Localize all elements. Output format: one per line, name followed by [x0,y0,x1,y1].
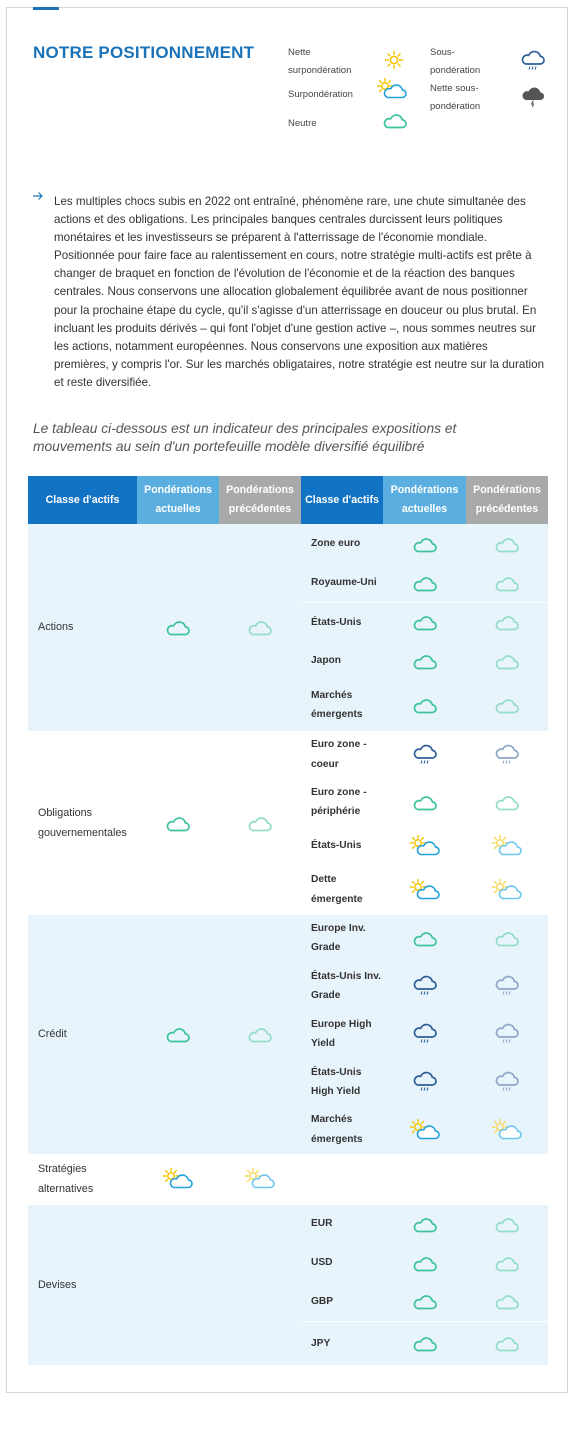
previous-weight-cell [219,914,301,1154]
cloud-icon [494,1218,520,1230]
sub-previous-weight-cell [466,778,548,826]
cloud-icon [412,1337,438,1349]
cloud-icon [412,655,438,667]
legend-cloud-icon [382,110,408,133]
previous-weight-cell [219,1154,301,1204]
sub-previous-weight-cell [466,866,548,914]
sub-current-weight-cell [383,1010,466,1058]
cloud-icon [412,796,438,808]
sub-previous-weight-cell [466,680,548,731]
sub-current-weight-cell [383,1058,466,1106]
sub-asset-class-cell: Japon [301,642,383,680]
table-row [28,524,548,564]
table-row [28,731,548,778]
sub-previous-weight-cell [466,962,548,1010]
header-asset-class: Classe d'actifs [28,476,137,524]
sub-asset-class-cell: Euro zone - coeur [301,731,383,778]
rain-icon [494,749,520,761]
cloud-icon [412,1295,438,1307]
sun-cloud-icon [244,1173,276,1185]
cloud-icon [494,1337,520,1349]
sub-asset-class-cell: EUR [301,1204,383,1243]
current-weight-cell [137,1204,219,1365]
sun-cloud-icon [491,884,523,896]
sub-current-weight-cell [383,1243,466,1282]
sub-current-weight-cell [383,524,466,564]
sub-asset-class-cell: Euro zone - périphérie [301,778,383,826]
arrow-right-icon [32,190,46,206]
cloud-icon [494,932,520,944]
rain-icon [412,1076,438,1088]
rain-icon [520,64,546,75]
sub-previous-weight-cell [466,1321,548,1365]
table-row [28,914,548,962]
sub-asset-class-cell: GBP [301,1282,383,1321]
cloud-icon [412,699,438,711]
sub-current-weight-cell [383,778,466,826]
cloud-icon [247,1028,273,1040]
asset-class-cell: Actions [28,524,137,731]
legend-label-strong-underweight: Nette sous-pondération [430,83,481,112]
sub-asset-class-cell: USD [301,1243,383,1282]
sun-cloud-icon [162,1173,194,1185]
sun-cloud-icon [491,840,523,852]
cloud-icon [494,655,520,667]
table-header-row [28,476,548,524]
cloud-icon [494,577,520,589]
table-body [28,524,548,1365]
rain-icon [412,980,438,992]
asset-class-cell: Devises [28,1204,137,1365]
cloud-icon [412,932,438,944]
sub-previous-weight-cell [466,1010,548,1058]
legend-rain-icon [520,50,546,75]
cloud-icon [494,1256,520,1268]
cloud-icon [165,621,191,633]
legend-label-strong-overweight: Nette surpondération [288,47,352,76]
sub-asset-class-cell: Royaume-Uni [301,564,383,602]
cloud-icon [412,577,438,589]
rain-icon [494,1028,520,1040]
sub-current-weight-cell [383,1321,466,1365]
sub-previous-weight-cell [466,1204,548,1243]
header-sub-asset-class: Classe d'actifs [301,476,383,524]
sun-cloud-icon [376,92,408,103]
cloud-icon [165,1028,191,1040]
title-accent-bar [33,7,59,10]
sub-current-weight-cell [383,914,466,962]
sub-previous-weight-cell [466,524,548,564]
sub-previous-weight-cell [466,1282,548,1321]
sub-previous-weight-cell [466,1058,548,1106]
sub-previous-weight-cell [466,1243,548,1282]
current-weight-cell [137,731,219,914]
sun-cloud-icon [409,840,441,852]
current-weight-cell [137,524,219,731]
cloud-icon [412,538,438,550]
sub-asset-class-cell: Marchés émergents [301,680,383,731]
empty-cell [301,1154,548,1204]
sub-current-weight-cell [383,731,466,778]
sub-asset-class-cell: Europe Inv. Grade [301,914,383,962]
legend-sun-cloud-icon [376,78,408,103]
intro-paragraph: Les multiples chocs subis en 2022 ont entraîné, phénomène rare, une chute simultanée des actions et des obligations. Les principales banques centrales durcissent leurs politiques monétaires et les investisseurs se préparent à l'atterrissage de l'économie mondiale. Positionnée pour faire face au ralentissement en cours, notre stratégie multi-actifs est prête à changer de braquet en fonction de l'évolution de l'économie et de la réaction des banques centrales. Nous conservons une allocation globalement équilibrée avant de nous positionner pour la prochaine étape du cycle, qu'il s'agisse d'un atterrissage en douceur ou plus brutal. En incluant les produits dérivés – qui font l'objet d'une gestion active –, nous sommes neutres sur les actions, notamment européennes. Nous conservons une exposition aux matières premières, y compris l'or. Sur les marchés obligataires, notre stratégie est neutre sur la duration et reste diversifiée. [54,195,545,389]
sun-icon [384,62,404,73]
sub-previous-weight-cell [466,564,548,602]
header-current-weight: Pondérations actuelles [137,476,219,524]
sub-current-weight-cell [383,962,466,1010]
cloud-icon [382,122,408,133]
sub-current-weight-cell [383,564,466,602]
cloud-icon [165,816,191,828]
sub-asset-class-cell: Dette émergente [301,866,383,914]
legend-label-neutral: Neutre [288,118,317,129]
sub-current-weight-cell [383,642,466,680]
legend-label-underweight: Sous-pondération [430,47,481,76]
cloud-icon [247,621,273,633]
table-row [28,1154,548,1204]
sub-asset-class-cell: États-Unis Inv. Grade [301,962,383,1010]
current-weight-cell [137,1154,219,1204]
weather-legend [288,44,553,140]
sub-current-weight-cell [383,1106,466,1154]
asset-class-cell: Obligations gouvernementales [28,731,137,914]
sub-asset-class-cell: États-Unis High Yield [301,1058,383,1106]
asset-class-cell: Crédit [28,914,137,1154]
sub-previous-weight-cell [466,914,548,962]
header-sub-current-weight: Pondérations actuelles [383,476,466,524]
table-row [28,1204,548,1243]
cloud-icon [247,816,273,828]
storm-icon [520,100,546,111]
sub-current-weight-cell [383,1204,466,1243]
asset-class-cell: Stratégies alternatives [28,1154,137,1204]
cloud-icon [494,796,520,808]
rain-icon [494,1076,520,1088]
section-title: NOTRE POSITIONNEMENT [33,43,255,62]
sub-asset-class-cell: JPY [301,1321,383,1365]
header-previous-weight: Pondérations précédentes [219,476,301,524]
sub-previous-weight-cell [466,1106,548,1154]
current-weight-cell [137,914,219,1154]
cloud-icon [412,1256,438,1268]
cloud-icon [494,1295,520,1307]
rain-icon [412,1028,438,1040]
sub-asset-class-cell: Marchés émergents [301,1106,383,1154]
legend-sun-icon [384,50,404,73]
cloud-icon [412,1218,438,1230]
sub-previous-weight-cell [466,602,548,642]
sun-cloud-icon [409,1124,441,1136]
previous-weight-cell [219,731,301,914]
cloud-icon [412,616,438,628]
allocation-table [28,476,548,1365]
sun-cloud-icon [491,1124,523,1136]
sub-current-weight-cell [383,826,466,866]
sub-current-weight-cell [383,602,466,642]
rain-icon [494,980,520,992]
sub-previous-weight-cell [466,731,548,778]
sub-asset-class-cell: Zone euro [301,524,383,564]
sub-previous-weight-cell [466,642,548,680]
sub-asset-class-cell: Europe High Yield [301,1010,383,1058]
rain-icon [412,749,438,761]
header-sub-previous-weight: Pondérations précédentes [466,476,548,524]
sub-current-weight-cell [383,680,466,731]
previous-weight-cell [219,524,301,731]
legend-label-overweight: Surpondération [288,89,353,100]
cloud-icon [494,699,520,711]
cloud-icon [494,616,520,628]
previous-weight-cell [219,1204,301,1365]
sub-asset-class-cell: États-Unis [301,602,383,642]
sub-current-weight-cell [383,866,466,914]
cloud-icon [494,538,520,550]
legend-storm-icon [520,86,546,111]
sun-cloud-icon [409,884,441,896]
table-caption: Le tableau ci-dessous est un indicateur des principales expositions et mouvements au sein d'un portefeuille modèle diversifié équilibré [33,421,457,454]
sub-current-weight-cell [383,1282,466,1321]
sub-previous-weight-cell [466,826,548,866]
sub-asset-class-cell: États-Unis [301,826,383,866]
